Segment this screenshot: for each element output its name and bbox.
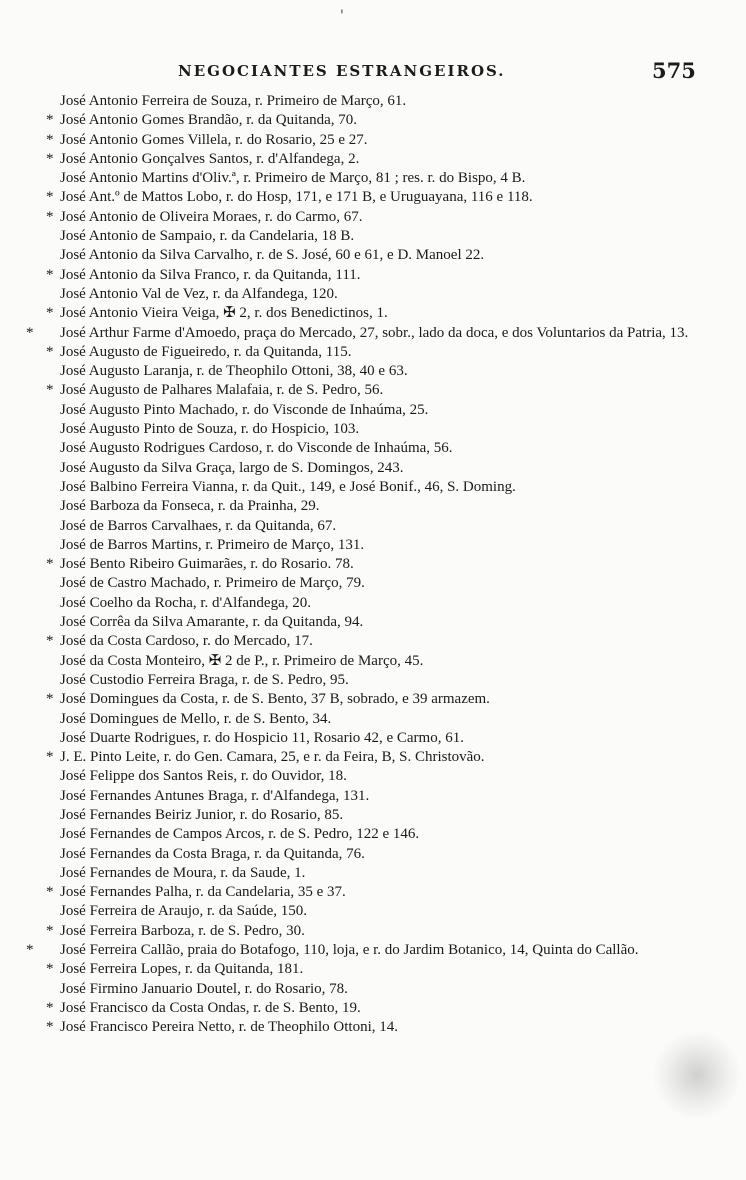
entry-text: J. E. Pinto Leite, r. do Gen. Camara, 25, e r. da Feira, B, S. Christovão. xyxy=(60,749,485,766)
list-item xyxy=(26,941,736,960)
list-item xyxy=(46,227,736,246)
list-item xyxy=(46,304,736,323)
entry-marker: * xyxy=(46,556,54,573)
list-item xyxy=(46,652,736,671)
list-item xyxy=(46,883,736,902)
entry-text: José Fernandes Antunes Braga, r. d'Alfandega, 131. xyxy=(60,787,370,804)
list-item xyxy=(46,748,736,767)
entry-marker: * xyxy=(46,189,54,206)
entry-text: José Ferreira Barboza, r. de S. Pedro, 30. xyxy=(60,922,305,939)
list-item xyxy=(46,208,736,227)
entry-text: José Antonio Vieira Veiga, ✠ 2, r. dos Benedictinos, 1. xyxy=(60,305,388,322)
list-item xyxy=(46,806,736,825)
entry-marker: * xyxy=(46,1019,54,1036)
entry-marker: * xyxy=(46,961,54,978)
entry-text: José Ferreira de Araujo, r. da Saúde, 150. xyxy=(60,903,308,920)
list-item xyxy=(46,536,736,555)
list-item xyxy=(46,787,736,806)
entry-text: José Augusto Pinto de Souza, r. do Hospicio, 103. xyxy=(60,421,360,438)
list-item xyxy=(46,381,736,400)
entry-text: José Antonio Gomes Villela, r. do Rosario, 25 e 27. xyxy=(60,131,368,148)
entry-text: José Augusto Laranja, r. de Theophilo Ottoni, 38, 40 e 63. xyxy=(60,363,408,380)
entry-text: José Fernandes Beiriz Junior, r. do Rosario, 85. xyxy=(60,806,344,823)
list-item xyxy=(46,613,736,632)
entry-text: José Fernandes Palha, r. da Candelaria, 35 e 37. xyxy=(60,884,346,901)
top-margin-mark: ' xyxy=(340,8,344,24)
list-item xyxy=(46,362,736,381)
list-item xyxy=(46,439,736,458)
entry-text: José Antonio da Silva Carvalho, r. de S. José, 60 e 61, e D. Manoel 22. xyxy=(60,247,485,264)
entry-text: José Augusto da Silva Graça, largo de S. Domingos, 243. xyxy=(60,459,404,476)
list-item xyxy=(46,710,736,729)
list-item xyxy=(46,111,736,130)
entry-text: José Augusto de Palhares Malafaia, r. de S. Pedro, 56. xyxy=(60,382,384,399)
entry-marker: * xyxy=(46,382,54,399)
list-item xyxy=(46,478,736,497)
list-item xyxy=(46,459,736,478)
entry-text: José da Costa Cardoso, r. do Mercado, 17. xyxy=(60,633,313,650)
list-item xyxy=(46,825,736,844)
entry-text: José Antonio de Sampaio, r. da Candelaria, 18 B. xyxy=(60,228,355,245)
entry-marker: * xyxy=(46,343,54,360)
entry-marker: * xyxy=(46,266,54,283)
list-item xyxy=(46,150,736,169)
entry-text: José Francisco Pereira Netto, r. de Theophilo Ottoni, 14. xyxy=(60,1019,398,1036)
paper-stain xyxy=(652,1030,742,1120)
entry-marker: * xyxy=(46,305,54,322)
entry-text: José Corrêa da Silva Amarante, r. da Quitanda, 94. xyxy=(60,614,364,631)
list-item xyxy=(46,401,736,420)
list-item xyxy=(46,343,736,362)
page-number: 575 xyxy=(652,58,696,83)
entry-text: José Antonio Gomes Brandão, r. da Quitanda, 70. xyxy=(60,112,358,129)
entry-text: José Antonio da Silva Franco, r. da Quitanda, 111. xyxy=(60,266,361,283)
list-item xyxy=(46,574,736,593)
entry-text: José Antonio Val de Vez, r. da Alfandega, 120. xyxy=(60,285,338,302)
entry-text: José de Barros Martins, r. Primeiro de Março, 131. xyxy=(60,536,365,553)
list-item xyxy=(46,1018,736,1037)
list-item xyxy=(46,188,736,207)
entry-text: José Custodio Ferreira Braga, r. de S. Pedro, 95. xyxy=(60,671,349,688)
list-item xyxy=(46,497,736,516)
entry-marker: * xyxy=(46,150,54,167)
list-item xyxy=(46,729,736,748)
entry-text: José Augusto Pinto Machado, r. do Visconde de Inhaúma, 25. xyxy=(60,401,429,418)
entry-marker: * xyxy=(46,208,54,225)
entry-text: José Antonio Martins d'Oliv.ª, r. Primeiro de Março, 81 ; res. r. do Bispo, 4 B. xyxy=(60,170,526,187)
list-item xyxy=(46,246,736,265)
list-item xyxy=(46,285,736,304)
list-item xyxy=(46,767,736,786)
entry-text: José Francisco da Costa Ondas, r. de S. Bento, 19. xyxy=(60,999,361,1016)
entry-text: José de Castro Machado, r. Primeiro de Março, 79. xyxy=(60,575,365,592)
entry-text: José Arthur Farme d'Amoedo, praça do Mercado, 27, sobr., lado da doca, e dos Voluntarios da Patria, 13. xyxy=(60,324,689,341)
page-header xyxy=(0,58,746,86)
list-item xyxy=(46,845,736,864)
entry-marker: * xyxy=(26,324,34,341)
running-head: NEGOCIANTES ESTRANGEIROS. xyxy=(178,62,506,80)
entry-text: José Balbino Ferreira Vianna, r. da Quit., 149, e José Bonif., 46, S. Doming. xyxy=(60,478,516,495)
list-item xyxy=(46,902,736,921)
entry-text: José Ferreira Lopes, r. da Quitanda, 181. xyxy=(60,961,304,978)
list-item xyxy=(46,266,736,285)
list-item xyxy=(46,960,736,979)
entry-text: José Antonio de Oliveira Moraes, r. do Carmo, 67. xyxy=(60,208,363,225)
list-item xyxy=(26,324,736,343)
entry-marker: * xyxy=(46,884,54,901)
entry-text: José Felippe dos Santos Reis, r. do Ouvidor, 18. xyxy=(60,768,347,785)
entry-text: José Antonio Gonçalves Santos, r. d'Alfandega, 2. xyxy=(60,150,360,167)
entry-text: José Ferreira Callão, praia do Botafogo, 110, loja, e r. do Jardim Botanico, 14, Quinta do Callão. xyxy=(60,942,639,959)
merchant-list xyxy=(26,92,736,1038)
entry-marker: * xyxy=(46,633,54,650)
entry-marker: * xyxy=(46,999,54,1016)
list-item xyxy=(46,980,736,999)
list-item xyxy=(46,999,736,1018)
entry-text: José Bento Ribeiro Guimarães, r. do Rosario. 78. xyxy=(60,556,354,573)
list-item xyxy=(46,420,736,439)
entry-text: José de Barros Carvalhaes, r. da Quitanda, 67. xyxy=(60,517,337,534)
entry-text: José Augusto Rodrigues Cardoso, r. do Visconde de Inhaúma, 56. xyxy=(60,440,453,457)
entry-text: José Duarte Rodrigues, r. do Hospicio 11, Rosario 42, e Carmo, 61. xyxy=(60,729,464,746)
entry-marker: * xyxy=(46,131,54,148)
entry-text: José Antonio Ferreira de Souza, r. Primeiro de Março, 61. xyxy=(60,93,407,109)
entry-text: José Augusto de Figueiredo, r. da Quitanda, 115. xyxy=(60,343,352,360)
list-item xyxy=(46,517,736,536)
list-item xyxy=(46,632,736,651)
list-item xyxy=(46,131,736,150)
list-item xyxy=(46,690,736,709)
entry-marker: * xyxy=(46,691,54,708)
entry-text: José Domingues da Costa, r. de S. Bento, 37 B, sobrado, e 39 armazem. xyxy=(60,691,490,708)
entry-text: José Domingues de Mello, r. de S. Bento, 34. xyxy=(60,710,332,727)
entry-text: José Fernandes da Costa Braga, r. da Quitanda, 76. xyxy=(60,845,365,862)
entry-text: José da Costa Monteiro, ✠ 2 de P., r. Primeiro de Março, 45. xyxy=(60,652,424,669)
list-item xyxy=(46,169,736,188)
list-item xyxy=(46,671,736,690)
entry-text: José Fernandes de Moura, r. da Saude, 1. xyxy=(60,864,306,881)
entry-text: José Barboza da Fonseca, r. da Prainha, 29. xyxy=(60,498,320,515)
list-item xyxy=(46,594,736,613)
list-item xyxy=(46,555,736,574)
entry-text: José Firmino Januario Doutel, r. do Rosario, 78. xyxy=(60,980,348,997)
entry-text: José Fernandes de Campos Arcos, r. de S. Pedro, 122 e 146. xyxy=(60,826,420,843)
entry-text: José Coelho da Rocha, r. d'Alfandega, 20. xyxy=(60,594,311,611)
entry-marker: * xyxy=(46,922,54,939)
list-item xyxy=(46,864,736,883)
entry-text: José Ant.º de Mattos Lobo, r. do Hosp, 171, e 171 B, e Uruguayana, 116 e 118. xyxy=(60,189,533,206)
entry-marker: * xyxy=(46,749,54,766)
list-item xyxy=(46,922,736,941)
entry-marker: * xyxy=(46,112,54,129)
entry-marker: * xyxy=(26,942,34,959)
list-item xyxy=(46,92,736,111)
